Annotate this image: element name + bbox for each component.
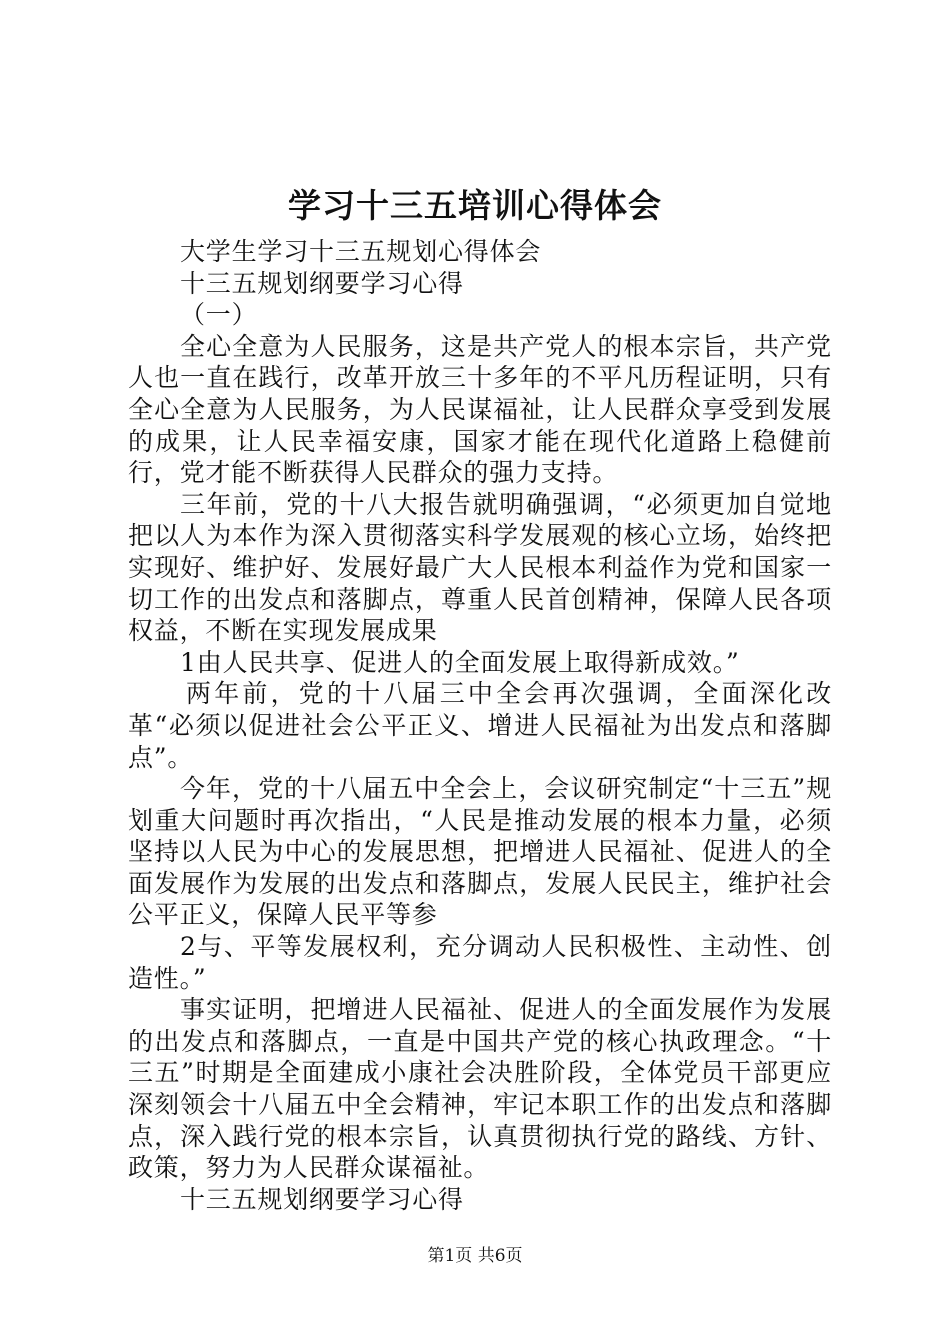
paragraph-heading: 十三五规划纲要学习心得 bbox=[180, 1184, 464, 1214]
paragraph-subtitle-2: 十三五规划纲要学习心得 bbox=[180, 268, 464, 298]
paragraph-body: 三年前，党的十八大报告就明确强调，“必须更加自觉地把以人为本作为深入贯彻落实科学发展观的核心立场，始终把实现好、维护好、发展好最广大人民根本利益作为党和国家一切工作的出发点和落脚点，尊重人民首创精神，保障人民各项权益，不断在实现发展成果 bbox=[128, 489, 832, 646]
document-title: 学习十三五培训心得体会 bbox=[288, 186, 662, 225]
page-footer: 第1页 共6页 bbox=[427, 1246, 523, 1266]
paragraph-body: 事实证明，把增进人民福祉、促进人的全面发展作为发展的出发点和落脚点，一直是中国共产党的核心执政理念。“十三五”时期是全面建成小康社会决胜阶段，全体党员干部更应深刻领会十八届五中全会精神，牢记本职工作的出发点和落脚点，深入践行党的根本宗旨，认真贯彻执行党的路线、方针、政策，努力为人民群众谋福祉。 bbox=[128, 995, 832, 1183]
paragraph-footnote-continuation: 1由人民共享、促进人的全面发展上取得新成效。” bbox=[180, 647, 740, 677]
paragraph-section-marker: （一） bbox=[180, 300, 258, 330]
paragraph-footnote-continuation: 2与、平等发展权利，充分调动人民积极性、主动性、创造性。” bbox=[128, 932, 832, 993]
paragraph-subtitle-1: 大学生学习十三五规划心得体会 bbox=[180, 237, 542, 266]
document-body bbox=[128, 236, 832, 1215]
paragraph-body: 全心全意为人民服务，这是共产党人的根本宗旨，共产党人也一直在践行，改革开放三十多年的不平凡历程证明，只有全心全意为人民服务，为人民谋福祉，让人民群众享受到发展的成果，让人民幸福安康，国家才能在现代化道路上稳健前行，党才能不断获得人民群众的强力支持。 bbox=[128, 331, 832, 488]
paragraph-body: 今年，党的十八届五中全会上，会议研究制定“十三五”规划重大问题时再次指出，“人民是推动发展的根本力量，必须坚持以人民为中心的发展思想，把增进人民福祉、促进人的全面发展作为发展的出发点和落脚点，发展人民民主，维护社会公平正义，保障人民平等参 bbox=[128, 774, 832, 930]
paragraph-body: 两年前，党的十八届三中全会再次强调，全面深化改革“必须以促进社会公平正义、增进人民福祉为出发点和落脚点”。 bbox=[128, 679, 832, 772]
